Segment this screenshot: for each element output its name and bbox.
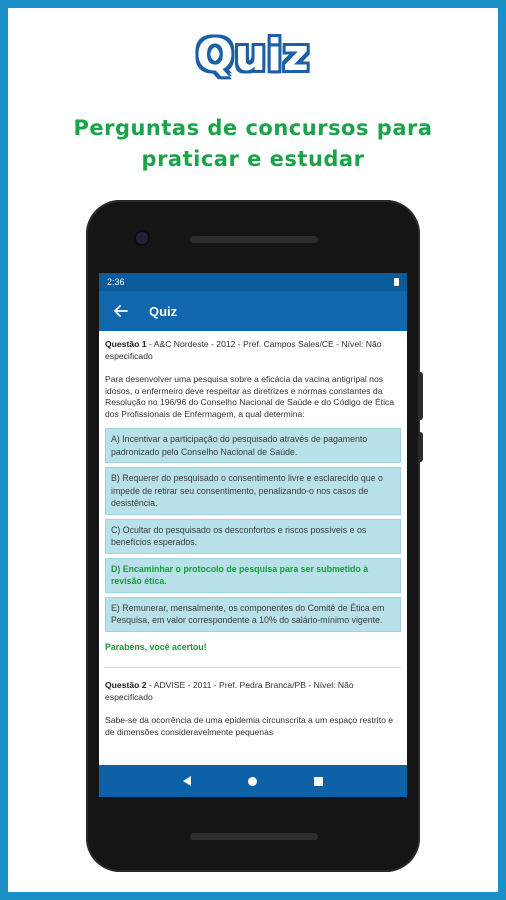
question-1-header bbox=[105, 339, 401, 362]
question-2-label: Questão 2 bbox=[105, 680, 147, 690]
top-speaker bbox=[190, 236, 318, 243]
status-bar bbox=[99, 273, 407, 291]
power-button bbox=[418, 372, 423, 420]
app-bar-title: Quiz bbox=[149, 303, 178, 319]
quiz-content bbox=[99, 331, 407, 738]
option-d-correct[interactable]: D) Encaminhar o protocolo de pesquisa para ser submetido à revisão ética. bbox=[105, 558, 401, 593]
battery-icon bbox=[394, 278, 399, 286]
option-b[interactable]: B) Requerer do pesquisado o consentimento livre e esclarecido que o impede de retirar seu consentimento, penalizando-o nos casos de desistência. bbox=[105, 467, 401, 515]
quiz-logo: Quiz bbox=[196, 30, 310, 81]
status-time: 2:36 bbox=[107, 277, 125, 287]
back-arrow-icon[interactable] bbox=[103, 291, 139, 331]
nav-home-icon[interactable] bbox=[248, 777, 257, 786]
front-camera bbox=[136, 232, 148, 244]
question-1-label: Questão 1 bbox=[105, 339, 147, 349]
option-a[interactable]: A) Incentivar a participação do pesquisado através de pagamento padronizado pelo Conselho Nacional de Saúde. bbox=[105, 428, 401, 463]
volume-button bbox=[418, 432, 423, 462]
question-2-meta: - ADVISE - 2011 - Pref. Pedra Branca/PB - Nível: Não especificado bbox=[105, 680, 354, 702]
question-divider bbox=[105, 667, 401, 668]
nav-recents-icon[interactable] bbox=[314, 777, 323, 786]
promo-tagline bbox=[0, 113, 506, 175]
nav-back-icon[interactable] bbox=[183, 776, 191, 786]
phone-screen bbox=[99, 273, 407, 797]
option-c[interactable]: C) Ocultar do pesquisado os desconfortos e riscos possíveis e os benefícios esperados. bbox=[105, 519, 401, 554]
question-2-header bbox=[105, 680, 401, 703]
question-1-text: Para desenvolver uma pesquisa sobre a eficácia da vacina antigripal nos idosos, o enfermeiro deve respeitar as diretrizes e normas constantes da Resolução no 196/96 do Conselho Nacional de Saúde e do Código de Ética dos Profissionais de Enfermagem, a qual determina: bbox=[105, 374, 395, 419]
question-1-meta: - A&C Nordeste - 2012 - Pref. Campos Sales/CE - Nível: Não especificado bbox=[105, 339, 382, 361]
android-nav-bar bbox=[99, 765, 407, 797]
tagline-line-1: Perguntas de concursos para bbox=[73, 116, 433, 140]
tagline-line-2: praticar e estudar bbox=[141, 147, 365, 171]
option-e[interactable]: E) Remunerar, mensalmente, os componentes do Comitê de Ética em Pesquisa, em valor correspondente a 10% do salário-mínimo vigente. bbox=[105, 597, 401, 632]
question-2-text: Sabe-se da ocorrência de uma epidemia circunscrita a um espaço restrito e de dimensões consideravelmente pequenas bbox=[105, 715, 394, 737]
app-bar bbox=[99, 291, 407, 331]
bottom-speaker bbox=[190, 833, 318, 840]
answer-feedback: Parabéns, você acertou! bbox=[105, 641, 207, 652]
